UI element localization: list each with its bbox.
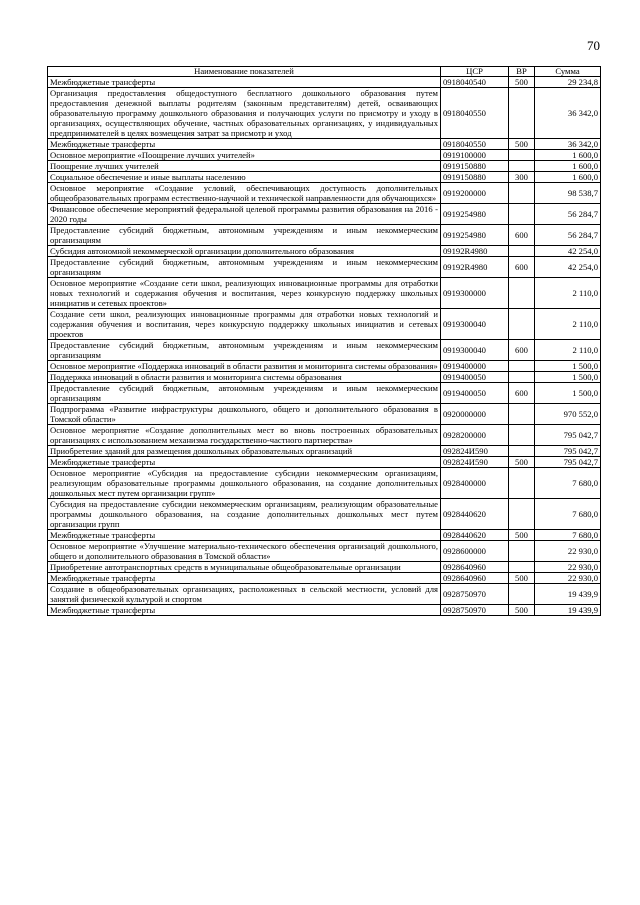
cell-name: Поощрение лучших учителей [48, 161, 441, 172]
cell-code: 0919300040 [441, 309, 509, 340]
cell-vr: 600 [509, 340, 535, 361]
cell-code: 0919400050 [441, 372, 509, 383]
table-row [48, 404, 601, 425]
cell-code: 092824И590 [441, 446, 509, 457]
cell-code: 0918040540 [441, 77, 509, 88]
cell-sum: 19 439,9 [535, 605, 601, 616]
cell-vr: 600 [509, 257, 535, 278]
table-row [48, 225, 601, 246]
cell-code: 0919254980 [441, 204, 509, 225]
cell-sum: 42 254,0 [535, 246, 601, 257]
cell-name: Субсидия на предоставление субсидии некоммерческим организациям, реализующим образовательные программы дошкольного образования, на создание дополнительных дошкольных мест путем организации групп [48, 499, 441, 530]
cell-sum: 2 110,0 [535, 340, 601, 361]
table-row [48, 530, 601, 541]
cell-code: 0920000000 [441, 404, 509, 425]
cell-name: Субсидия автономной некоммерческой организации дополнительного образования [48, 246, 441, 257]
cell-vr [509, 499, 535, 530]
cell-code: 0928640960 [441, 573, 509, 584]
cell-sum: 1 600,0 [535, 161, 601, 172]
cell-vr [509, 161, 535, 172]
cell-vr [509, 372, 535, 383]
cell-code: 0918040550 [441, 88, 509, 139]
cell-vr: 600 [509, 225, 535, 246]
table-row [48, 383, 601, 404]
cell-name: Основное мероприятие «Поощрение лучших учителей» [48, 150, 441, 161]
table-row [48, 340, 601, 361]
cell-code: 0919300040 [441, 340, 509, 361]
table-row [48, 361, 601, 372]
cell-name: Предоставление субсидий бюджетным, автономным учреждениям и иным некоммерческим организациям [48, 340, 441, 361]
cell-sum: 19 439,9 [535, 584, 601, 605]
cell-name: Финансовое обеспечение мероприятий федеральной целевой программы развития образования на 2016 - 2020 годы [48, 204, 441, 225]
cell-vr: 500 [509, 605, 535, 616]
cell-vr: 500 [509, 139, 535, 150]
cell-vr: 500 [509, 457, 535, 468]
table-row [48, 150, 601, 161]
cell-vr [509, 150, 535, 161]
cell-code: 0919400050 [441, 383, 509, 404]
cell-code: 09192R4980 [441, 257, 509, 278]
table-row [48, 161, 601, 172]
cell-vr [509, 446, 535, 457]
cell-vr: 500 [509, 77, 535, 88]
cell-sum: 795 042,7 [535, 425, 601, 446]
cell-vr [509, 584, 535, 605]
cell-sum: 56 284,7 [535, 225, 601, 246]
cell-name: Предоставление субсидий бюджетным, автономным учреждениям и иным некоммерческим организациям [48, 225, 441, 246]
cell-name: Основное мероприятие «Улучшение материально-технического обеспечения организаций дошкольного, общего и дополнительного образования в Томской области» [48, 541, 441, 562]
table-row [48, 425, 601, 446]
table-row [48, 257, 601, 278]
cell-code: 0919200000 [441, 183, 509, 204]
cell-name: Межбюджетные трансферты [48, 530, 441, 541]
cell-vr [509, 309, 535, 340]
cell-code: 0919300000 [441, 278, 509, 309]
cell-name: Основное мероприятие «Поддержка инноваций в области развития и мониторинга системы образования» [48, 361, 441, 372]
cell-vr: 300 [509, 172, 535, 183]
table-row [48, 88, 601, 139]
cell-code: 0928400000 [441, 468, 509, 499]
cell-sum: 2 110,0 [535, 278, 601, 309]
cell-sum: 36 342,0 [535, 139, 601, 150]
cell-vr [509, 183, 535, 204]
cell-sum: 7 680,0 [535, 499, 601, 530]
budget-table [47, 66, 601, 616]
cell-code: 0928440620 [441, 499, 509, 530]
cell-code: 0919254980 [441, 225, 509, 246]
table-row [48, 573, 601, 584]
cell-code: 0928640960 [441, 562, 509, 573]
table-header-row [48, 67, 601, 77]
cell-name: Создание сети школ, реализующих инновационные программы для отработки новых технологий и содержания обучения и воспитания, через конкурсную поддержку школьных инициатив и сетевых проектов [48, 309, 441, 340]
cell-vr [509, 404, 535, 425]
table-row [48, 584, 601, 605]
cell-name: Основное мероприятие «Создание сети школ, реализующих инновационные программы для отработки новых технологий и содержания обучения и воспитания, через конкурсную поддержку школьных инициатив и сетевых проектов» [48, 278, 441, 309]
table-row [48, 446, 601, 457]
cell-name: Межбюджетные трансферты [48, 457, 441, 468]
table-row [48, 562, 601, 573]
cell-vr: 500 [509, 530, 535, 541]
cell-name: Приобретение автотранспортных средств в муниципальные общеобразовательные организации [48, 562, 441, 573]
cell-name: Межбюджетные трансферты [48, 139, 441, 150]
cell-code: 0928200000 [441, 425, 509, 446]
cell-sum: 2 110,0 [535, 309, 601, 340]
cell-code: 0919400000 [441, 361, 509, 372]
table-row [48, 541, 601, 562]
cell-name: Социальное обеспечение и иные выплаты населению [48, 172, 441, 183]
table-row [48, 246, 601, 257]
cell-sum: 1 600,0 [535, 150, 601, 161]
cell-name: Предоставление субсидий бюджетным, автономным учреждениям и иным некоммерческим организациям [48, 383, 441, 404]
table-row [48, 183, 601, 204]
cell-name: Межбюджетные трансферты [48, 573, 441, 584]
table-row [48, 77, 601, 88]
cell-name: Межбюджетные трансферты [48, 605, 441, 616]
cell-code: 0928600000 [441, 541, 509, 562]
cell-vr [509, 425, 535, 446]
table-row [48, 468, 601, 499]
cell-sum: 795 042,7 [535, 446, 601, 457]
cell-sum: 1 500,0 [535, 361, 601, 372]
cell-code: 09192R4980 [441, 246, 509, 257]
cell-sum: 1 500,0 [535, 383, 601, 404]
cell-name: Основное мероприятие «Создание условий, обеспечивающих доступность дополнительных общеобразовательных программ естественно-научной и технической направленности для обучающихся» [48, 183, 441, 204]
cell-name: Подпрограмма «Развитие инфраструктуры дошкольного, общего и дополнительного образования в Томской области» [48, 404, 441, 425]
cell-vr [509, 204, 535, 225]
cell-name: Межбюджетные трансферты [48, 77, 441, 88]
cell-sum: 795 042,7 [535, 457, 601, 468]
cell-vr [509, 562, 535, 573]
table-row [48, 309, 601, 340]
cell-code: 0919100000 [441, 150, 509, 161]
cell-sum: 22 930,0 [535, 573, 601, 584]
cell-name: Основное мероприятие «Создание дополнительных мест во вновь построенных образовательных организациях с использованием механизма государственно-частного партнерства» [48, 425, 441, 446]
header-code: ЦСР [441, 67, 509, 77]
cell-vr [509, 246, 535, 257]
table-row [48, 372, 601, 383]
table-row [48, 204, 601, 225]
cell-name: Предоставление субсидий бюджетным, автономным учреждениям и иным некоммерческим организациям [48, 257, 441, 278]
cell-sum: 7 680,0 [535, 530, 601, 541]
table-row [48, 605, 601, 616]
cell-vr [509, 541, 535, 562]
table-row [48, 139, 601, 150]
cell-code: 0919150880 [441, 172, 509, 183]
cell-name: Основное мероприятие «Субсидия на предоставление субсидии некоммерческим организациям, реализующим образовательные программы дошкольного образования, на создание дополнительных дошкольных мест путем организации групп» [48, 468, 441, 499]
cell-code: 092824И590 [441, 457, 509, 468]
page-number: 70 [587, 38, 600, 53]
table-row [48, 172, 601, 183]
header-sum: Сумма [535, 67, 601, 77]
cell-name: Поддержка инноваций в области развития и мониторинга системы образования [48, 372, 441, 383]
cell-sum: 7 680,0 [535, 468, 601, 499]
cell-code: 0928750970 [441, 584, 509, 605]
cell-sum: 29 234,8 [535, 77, 601, 88]
cell-vr [509, 278, 535, 309]
cell-code: 0918040550 [441, 139, 509, 150]
cell-vr [509, 468, 535, 499]
cell-sum: 1 500,0 [535, 372, 601, 383]
cell-name: Создание в общеобразовательных организациях, расположенных в сельской местности, условий для занятий физической культурой и спортом [48, 584, 441, 605]
table-row [48, 278, 601, 309]
cell-sum: 56 284,7 [535, 204, 601, 225]
cell-sum: 22 930,0 [535, 562, 601, 573]
cell-name: Организация предоставления общедоступного бесплатного дошкольного образования путем предоставления денежной выплаты родителям (законным представителям) детей, осваивающих образовательную программу дошкольного образования и получающих услуги по присмотру и уходу в организациях, осуществляющих обучение, частных образовательных организациях, у индивидуальных предпринимателей в целях возмещения затрат за присмотр и уход [48, 88, 441, 139]
cell-code: 0928750970 [441, 605, 509, 616]
cell-sum: 36 342,0 [535, 88, 601, 139]
cell-vr [509, 361, 535, 372]
cell-code: 0919150880 [441, 161, 509, 172]
cell-sum: 22 930,0 [535, 541, 601, 562]
cell-vr [509, 88, 535, 139]
cell-sum: 970 552,0 [535, 404, 601, 425]
cell-vr: 600 [509, 383, 535, 404]
cell-name: Приобретение зданий для размещения дошкольных образовательных организаций [48, 446, 441, 457]
header-vr: ВР [509, 67, 535, 77]
cell-sum: 98 538,7 [535, 183, 601, 204]
cell-sum: 1 600,0 [535, 172, 601, 183]
header-name: Наименование показателей [48, 67, 441, 77]
table-row [48, 499, 601, 530]
cell-vr: 500 [509, 573, 535, 584]
cell-sum: 42 254,0 [535, 257, 601, 278]
table-row [48, 457, 601, 468]
cell-code: 0928440620 [441, 530, 509, 541]
